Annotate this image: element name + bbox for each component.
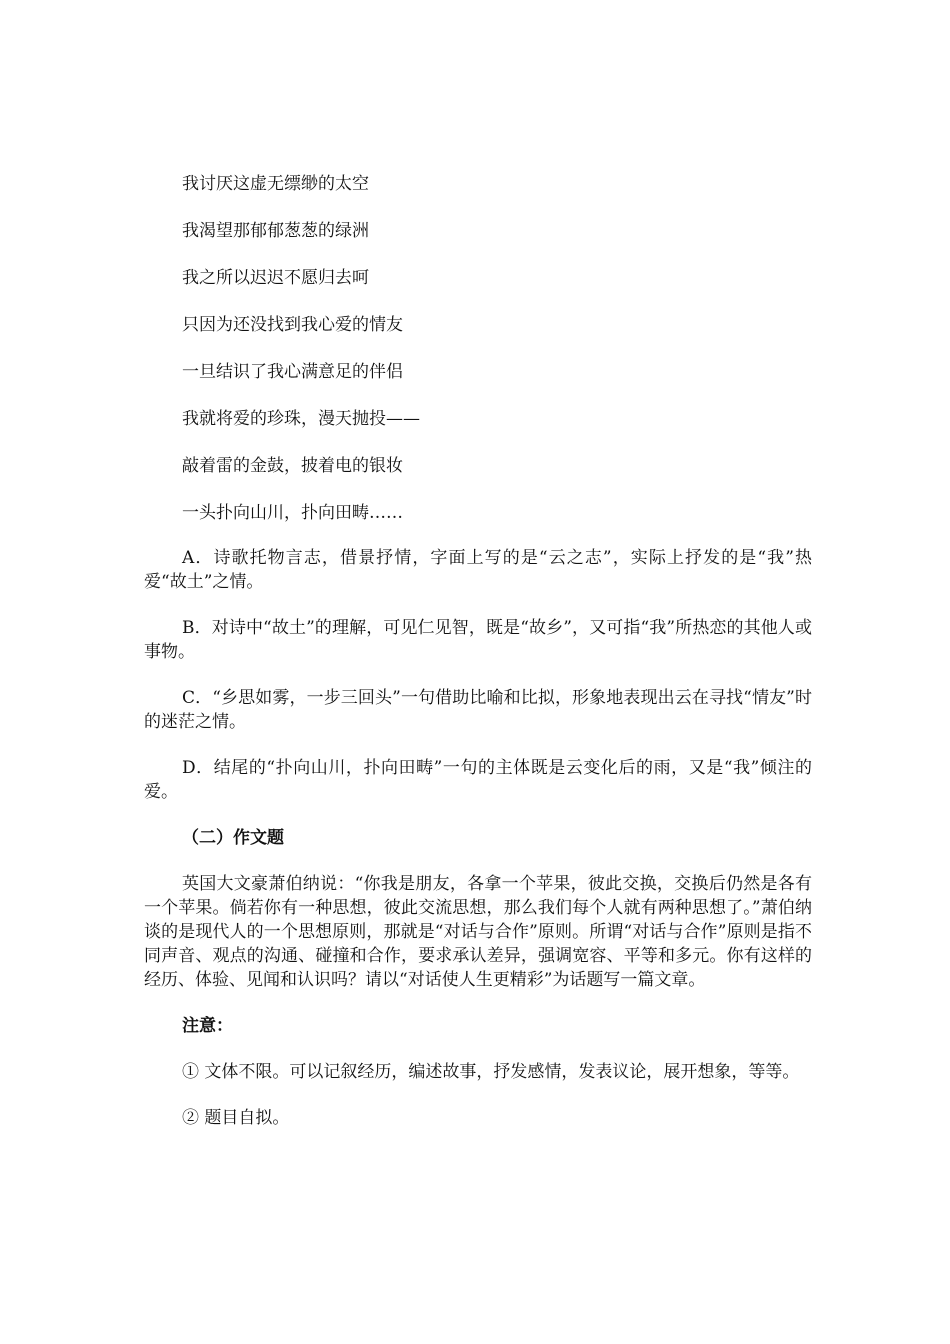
- essay-prompt: 英国大文豪萧伯纳说：“你我是朋友，各拿一个苹果，彼此交换，交换后仍然是各有一个苹果。倘若你有一种思想，彼此交流思想，那么我们每个人就有两种思想了。”萧伯纳谈的是现代人的一个思想原则，那就是“对话与合作”原则。所谓“对话与合作”原则是指不同声音、观点的沟通、碰撞和合作，要求承认差异，强调宽容、平等和多元。你有这样的经历、体验、见闻和认识吗？请以“对话使人生更精彩”为话题写一篇文章。: [144, 874, 812, 990]
- answer-options: [144, 546, 812, 804]
- poem: [144, 170, 812, 546]
- poem-line-2: 我渴望那郁郁葱葱的绿洲: [182, 221, 369, 241]
- poem-line-4: 只因为还没找到我心爱的情友: [182, 315, 403, 335]
- essay-heading: （二）作文题: [182, 828, 284, 848]
- document-content: [144, 170, 812, 1152]
- option-c: C．“乡思如雾，一步三回头”一句借助比喻和比拟，形象地表现出云在寻找“情友”时的迷茫之情。: [144, 688, 812, 732]
- poem-line-6: 我就将爱的珍珠，漫天抛投——: [182, 409, 420, 429]
- poem-line-8: 一头扑向山川，扑向田畴……: [182, 503, 403, 523]
- poem-line-1: 我讨厌这虚无缥缈的太空: [182, 174, 369, 194]
- note-2: ② 题目自拟。: [182, 1108, 290, 1128]
- option-b: B．对诗中“故土”的理解，可见仁见智，既是“故乡”，又可指“我”所热恋的其他人或事物。: [144, 618, 812, 662]
- option-d: D．结尾的“扑向山川，扑向田畴”一句的主体既是云变化后的雨，又是“我”倾注的爱。: [144, 758, 812, 802]
- poem-line-7: 敲着雷的金鼓，披着电的银妆: [182, 456, 403, 476]
- option-a: A．诗歌托物言志，借景抒情，字面上写的是“云之志”，实际上抒发的是“我”热爱“故土”之情。: [144, 548, 812, 592]
- note-1: ① 文体不限。可以记叙经历，编述故事，抒发感情，发表议论，展开想象，等等。: [182, 1062, 800, 1082]
- poem-line-3: 我之所以迟迟不愿归去呵: [182, 268, 369, 288]
- notes-heading: 注意：: [182, 1016, 233, 1036]
- poem-line-5: 一旦结识了我心满意足的伴侣: [182, 362, 403, 382]
